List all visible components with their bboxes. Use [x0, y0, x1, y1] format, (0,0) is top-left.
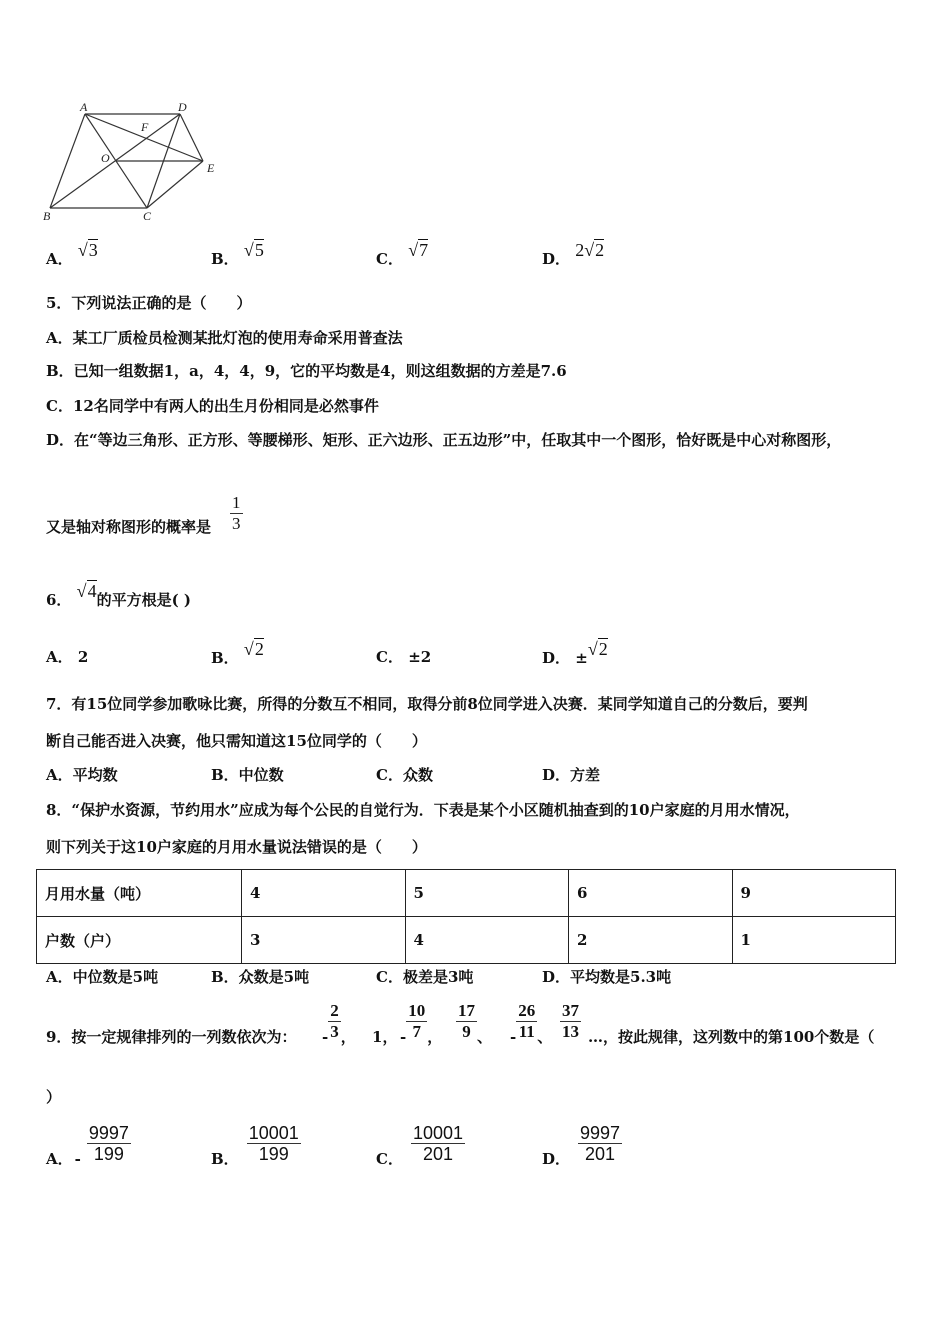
- q5-option-b[interactable]: B．已知一组数据1，a，4，4，9，它的平均数是4，则这组数据的方差是7.6: [46, 362, 567, 380]
- q4-option-d[interactable]: D． 2√2: [542, 240, 605, 268]
- q9-option-c[interactable]: C． $\frac{10001}{201}$: [376, 1123, 464, 1168]
- q9-stem-start: 9．按一定规律排列的一列数依次为：: [46, 1028, 297, 1046]
- table-cell: 4: [405, 917, 569, 964]
- table-cell: 3: [242, 917, 406, 964]
- label-b: B: [43, 209, 51, 223]
- table-cell: 4: [242, 870, 406, 917]
- q5-fraction: $\frac{1}{3}$: [232, 493, 241, 533]
- label-a: A: [80, 100, 88, 114]
- q6-stem: 6． √4的平方根是( ): [46, 581, 191, 609]
- table-cell: 6: [569, 870, 733, 917]
- geometry-figure: [0, 0, 240, 230]
- q6-option-b[interactable]: B． √2: [211, 639, 264, 667]
- q7-line1: 7．有15位同学参加歌咏比赛，所得的分数互不相同，取得分前8位同学进入决赛．某同学知道自己的分数后，要判: [46, 695, 808, 713]
- q8-line1: 8．“保护水资源，节约用水”应成为每个公民的自觉行为．下表是某个小区随机抽查到的10户家庭的月用水情况，: [46, 801, 800, 819]
- q5-option-d[interactable]: D．在“等边三角形、正方形、等腰梯形、矩形、正六边形、正五边形”中，任取其中一个图形，恰好既是中心对称图形，: [46, 431, 842, 449]
- label-d: D: [178, 100, 187, 114]
- table-cell: 月用水量（吨）: [37, 870, 242, 917]
- q8-line2: 则下列关于这10户家庭的月用水量说法错误的是（ ）: [46, 838, 427, 856]
- table-cell: 9: [732, 870, 896, 917]
- q9-close-paren: ）: [46, 1088, 62, 1106]
- q4-option-c[interactable]: C． √7: [376, 240, 429, 268]
- q9-option-b[interactable]: B． $\frac{10001}{199}$: [211, 1123, 299, 1168]
- q8-option-a[interactable]: A．中位数是5吨: [46, 968, 159, 986]
- q7-line2: 断自己能否进入决赛，他只需知道这15位同学的（ ）: [46, 732, 427, 750]
- q8-option-d[interactable]: D．平均数是5.3吨: [542, 968, 672, 986]
- sequence-term: - $\frac{10}{7}$ ，: [400, 1001, 443, 1046]
- q8-option-c[interactable]: C．极差是3吨: [376, 968, 474, 986]
- sequence-term: $\frac{17}{9}$ 、: [458, 1001, 493, 1046]
- q7-option-b[interactable]: B．中位数: [211, 766, 284, 784]
- q9-option-d[interactable]: D． $\frac{9997}{201}$: [542, 1123, 621, 1168]
- sequence-term: - $\frac{26}{11}$ 、: [510, 1001, 553, 1046]
- table-cell: 2: [569, 917, 733, 964]
- q8-option-b[interactable]: B．众数是5吨: [211, 968, 310, 986]
- q5-option-a[interactable]: A．某工厂质检员检测某批灯泡的使用寿命采用普查法: [46, 329, 403, 347]
- sequence-term: - $\frac{2}{3}$ ，: [322, 1001, 356, 1046]
- q7-option-c[interactable]: C．众数: [376, 766, 433, 784]
- table-cell: 5: [405, 870, 569, 917]
- q5-option-c[interactable]: C．12名同学中有两人的出生月份相同是必然事件: [46, 397, 379, 415]
- table-cell: 户数（户）: [37, 917, 242, 964]
- table-cell: 1: [732, 917, 896, 964]
- label-f: F: [141, 120, 149, 134]
- label-e: E: [207, 161, 215, 175]
- q6-option-d[interactable]: D． ±√2: [542, 639, 608, 667]
- q4-option-a[interactable]: A． √3: [46, 240, 98, 268]
- table-row: [37, 870, 896, 917]
- q6-option-a[interactable]: A． 2: [46, 648, 89, 666]
- q7-option-a[interactable]: A．平均数: [46, 766, 118, 784]
- q5-continuation: 又是轴对称图形的概率是: [46, 518, 212, 536]
- sequence-term: 1，: [372, 1028, 398, 1046]
- water-usage-table: [36, 869, 896, 964]
- q6-option-c[interactable]: C． ±2: [376, 648, 432, 666]
- label-c: C: [143, 209, 152, 223]
- q9-stem-end: …，按此规律，这列数中的第100个数是（: [588, 1028, 875, 1046]
- table-row: [37, 917, 896, 964]
- q9-option-a[interactable]: A． - $\frac{9997}{199}$: [46, 1123, 129, 1168]
- q5-stem: 5．下列说法正确的是（ ）: [46, 294, 252, 312]
- q7-option-d[interactable]: D．方差: [542, 766, 601, 784]
- q4-option-b[interactable]: B． √5: [211, 240, 264, 268]
- label-o: O: [101, 151, 110, 165]
- sequence-term: $\frac{37}{13}$: [562, 1001, 579, 1041]
